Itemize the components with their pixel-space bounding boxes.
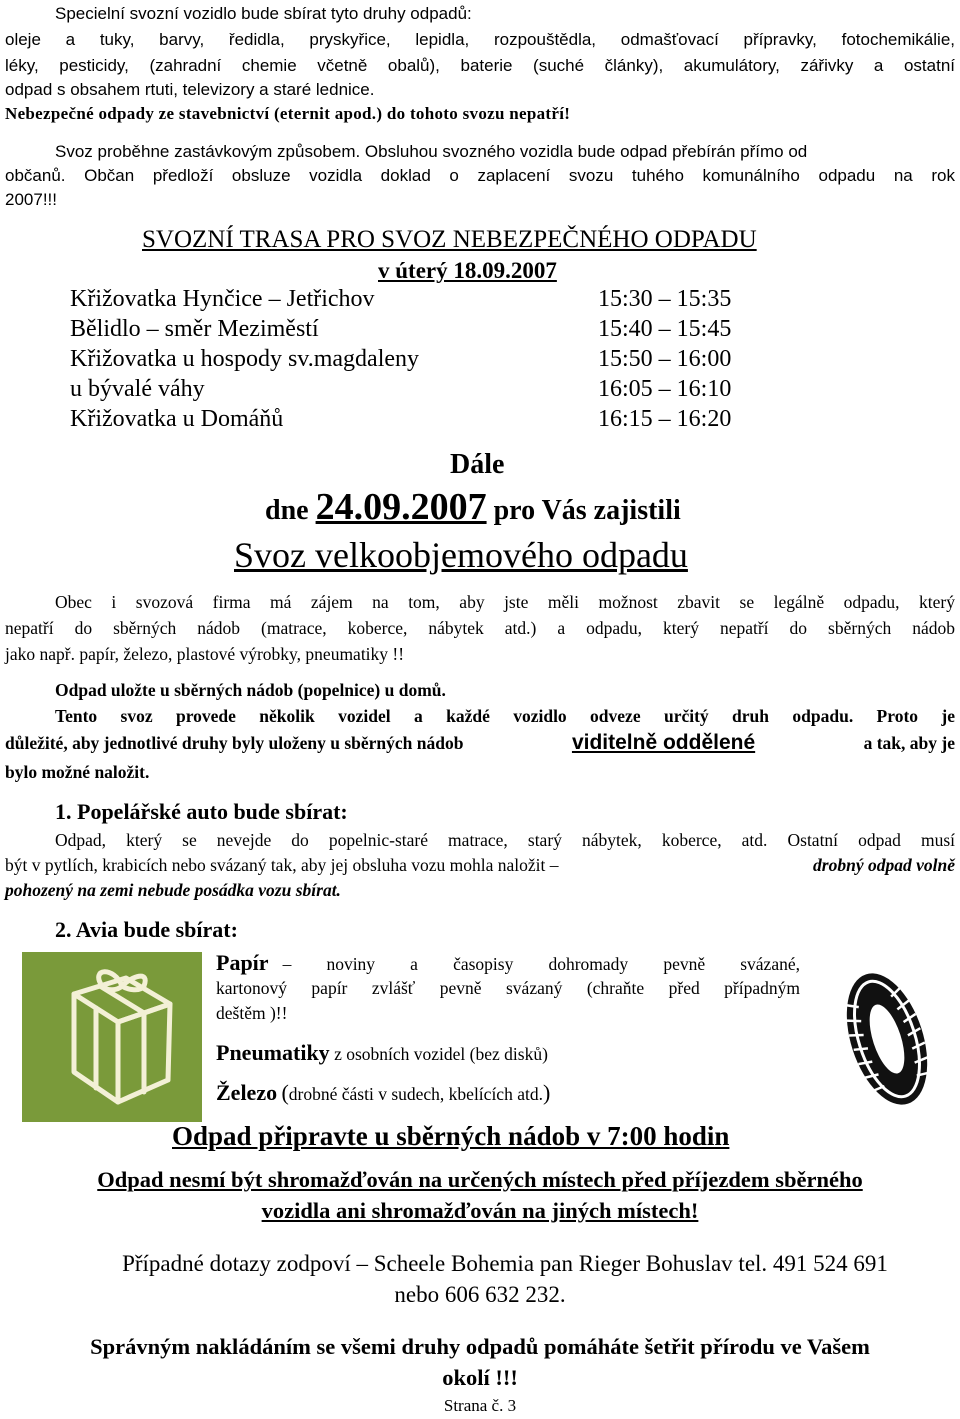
stop-place: Křižovatka u hospody sv.magdaleny [70,346,420,372]
paper-label: Papír [216,950,269,975]
section-2-heading: 2. Avia bude sbírat: [55,917,238,942]
intro-line-2: oleje a tuky, barvy, ředidla, pryskyřice, lepidla, rozpouštědla, odmašťovací přípravky, fotochemikálie, [5,30,955,49]
section-1-line-1: Odpad, který se nevejde do popelnic-staré matrace, starý nábytek, koberce, atd. Ostatní odpad musí [55,830,955,850]
route-stop [70,406,770,436]
intro-line-3: léky, pesticidy, (zahradní chemie včetně obalů), baterie (suché články), akumulátory, zářivky a ostatní [5,56,955,75]
bulky-p2: Odpad uložte u sběrných nádob (popelnice) u domů. [55,680,446,700]
stop-time: 16:15 – 16:20 [598,406,732,432]
bulky-p3-line-1: Tento svoz provede několik vozidel a každé vozidlo odveze určitý druh odpadu. Proto je [55,706,955,726]
iron-line [216,1080,550,1106]
stop-place: Bělidlo – směr Meziměstí [70,316,319,342]
paper-line-1 [216,950,800,976]
paper-line-3: deštěm )!! [216,1003,288,1023]
bulky-p3-line-2-end: a tak, aby je [863,733,955,753]
iron-text: drobné části v sudech, kbelících atd. [288,1084,543,1104]
stop-place: Křižovatka Hynčice – Jetřichov [70,286,375,312]
contact-line-2: nebo 606 632 232. [394,1282,566,1307]
prepare-notice: Odpad připravte u sběrných nádob v 7:00 hodin [172,1121,730,1151]
collection-note-line-2: občanů. Občan předloží obsluze vozidla doklad o zaplacení svozu tuhého komunálního odpadu na rok [5,166,955,185]
section-1-line-2-start: být v pytlích, krabicích nebo svázaný tak, aby jej obsluha vozu mohla naložit – [5,855,559,875]
contact-line-1: Případné dotazy zodpoví – Scheele Bohemia pan Rieger Bohuslav tel. 491 524 691 [122,1251,888,1276]
paper-line-1-text: – noviny a časopisy dohromady pevně svázané, [282,954,800,974]
storage-warning-line-2: vozidla ani shromažďován na jiných místech! [261,1198,699,1223]
stop-time: 15:50 – 16:00 [598,346,732,372]
bulky-p1-line-2: nepatří do sběrných nádob (matrace, koberce, nábytek atd.) a odpadu, který nepatří do sběrných nádob [5,618,955,638]
iron-open-paren: ( [281,1080,289,1105]
iron-label: Železo [216,1080,278,1105]
stop-time: 16:05 – 16:10 [598,376,732,402]
iron-close-paren: ) [542,1080,551,1105]
intro-line-1: Specielní svozní vozidlo bude sbírat tyto druhy odpadů: [55,4,472,23]
route-stop [70,316,770,346]
storage-warning-line-1: Odpad nesmí být shromažďován na určených místech před příjezdem sběrného [97,1167,863,1192]
bulky-waste-title: Svoz velkoobjemového odpadu [234,535,688,575]
collection-note-line-1: Svoz proběhne zastávkovým způsobem. Obsluhou svozného vozidla bude odpad přebírán přímo od [55,142,808,161]
dale-prefix: dne [265,495,309,526]
paper-line-2: kartonový papír zvlášť pevně svázaný (chraňte před případným [216,978,800,998]
stop-place: u bývalé váhy [70,376,205,402]
intro-line-4: odpad s obsahem rtuti, televizory a staré lednice. [5,80,375,99]
hazard-warning: Nebezpečné odpady ze stavebnictví (eternit apod.) do tohoto svozu nepatří! [5,104,571,123]
dale-date: 24.09.2007 [315,486,487,528]
visibly-separated-emphasis: viditelně oddělené [571,731,756,754]
stop-time: 15:40 – 15:45 [598,316,732,342]
tires-line [216,1040,548,1066]
route-date: v úterý 18.09.2007 [378,258,557,283]
stop-place: Křižovatka u Domáňů [70,406,284,432]
closing-line-1: Správným nakládáním se všemi druhy odpadů pomáháte šetřit přírodu ve Vašem [90,1334,870,1359]
dale-heading: Dále [450,449,505,480]
route-stop [70,376,770,406]
section-1-heading: 1. Popelářské auto bude sbírat: [55,799,348,824]
section-1-line-2 [5,855,955,876]
bulky-p1-line-1: Obec i svozová firma má zájem na tom, aby jste měli možnost zbavit se legálně odpadu, který [55,592,955,612]
closing-line-2: okolí !!! [442,1365,518,1390]
tires-text: z osobních vozidel (bez disků) [334,1044,548,1064]
gift-box-icon [22,952,202,1122]
collection-note-line-3: 2007!!! [5,190,57,209]
bulky-p3-line-3: bylo možné naložit. [5,762,150,782]
bulky-p1-line-3: jako např. papír, železo, plastové výrobky, pneumatiky !! [5,644,405,664]
tire-icon [828,964,946,1114]
bulky-p3-line-2-start: důležité, aby jednotlivé druhy byly uloženy u sběrných nádob [5,733,464,753]
stop-time: 15:30 – 15:35 [598,286,732,312]
bulky-p3-line-2 [5,731,955,755]
route-stop [70,286,770,316]
dale-date-line [265,485,681,529]
route-stop [70,346,770,376]
section-1-line-2-emphasis: drobný odpad volně [813,855,955,875]
page-number: Strana č. 3 [443,1396,517,1415]
section-1-line-3: pohozený na zemi nebude posádka vozu sbírat. [5,880,341,900]
tires-label: Pneumatiky [216,1040,330,1065]
dale-suffix: pro Vás zajistili [493,495,681,526]
route-title: SVOZNÍ TRASA PRO SVOZ NEBEZPEČNÉHO ODPADU [142,226,757,253]
